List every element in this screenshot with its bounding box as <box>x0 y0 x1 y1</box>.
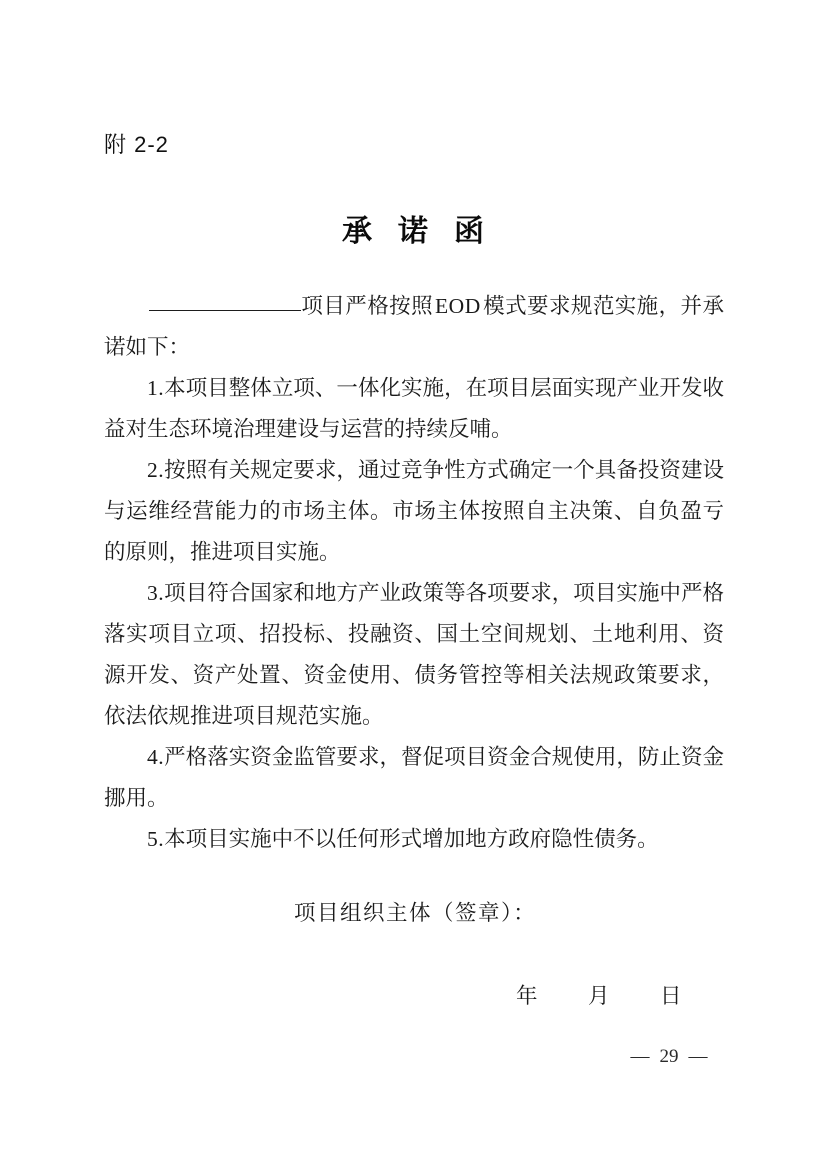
page-footer <box>0 1046 826 1068</box>
commitment-number-5: 5. <box>147 827 165 851</box>
date-year-label: 年 <box>516 984 538 1008</box>
commitment-text-3: 项目符合国家和地方产业政策等各项要求，项目实施中严格落实项目立项、招投标、投融资、国土空间规划、土地利用、资源开发、资产处置、资金使用、债务管控等相关法规政策要求，依法依规推进项目规范实施。 <box>104 581 724 728</box>
footer-left-dash: — <box>630 1046 650 1067</box>
intro-paragraph <box>104 286 724 368</box>
project-name-blank[interactable] <box>149 310 301 311</box>
commitment-text-5: 本项目实施中不以任何形式增加地方政府隐性债务。 <box>164 827 659 851</box>
intro-text-part-2: 模式要求规范实施，并承诺如下： <box>104 294 724 359</box>
page-number: 29 <box>659 1046 679 1067</box>
commitment-number-4: 4. <box>147 745 165 769</box>
commitment-item-1 <box>104 368 724 450</box>
page-title: 承诺函 <box>342 215 510 248</box>
commitment-text-4: 严格落实资金监管要求，督促项目资金合规使用，防止资金挪用。 <box>104 745 724 810</box>
commitment-number-3: 3. <box>147 581 165 605</box>
commitment-text-1: 本项目整体立项、一体化实施，在项目层面实现产业开发收益对生态环境治理建设与运营的持续反哺。 <box>104 376 724 441</box>
date-day-label: 日 <box>660 984 682 1008</box>
intro-text-part-1: 项目严格按照 <box>301 294 434 318</box>
attachment-label: 附 2-2 <box>104 132 169 157</box>
commitment-item-4 <box>104 737 724 819</box>
date-month-label: 月 <box>588 984 610 1008</box>
commitment-number-1: 1. <box>147 376 165 400</box>
commitment-number-2: 2. <box>147 458 165 482</box>
footer-right-dash: — <box>688 1046 708 1067</box>
date-line <box>516 979 682 1013</box>
signature-label: 项目组织主体（签章）： <box>294 901 537 925</box>
commitment-item-2 <box>104 450 724 573</box>
commitment-item-3 <box>104 573 724 737</box>
document-body <box>104 286 724 860</box>
commitment-item-5 <box>104 819 724 860</box>
commitment-text-2: 按照有关规定要求，通过竞争性方式确定一个具备投资建设与运维经营能力的市场主体。市场主体按照自主决策、自负盈亏的原则，推进项目实施。 <box>104 458 724 564</box>
eod-term: EOD <box>435 294 481 318</box>
